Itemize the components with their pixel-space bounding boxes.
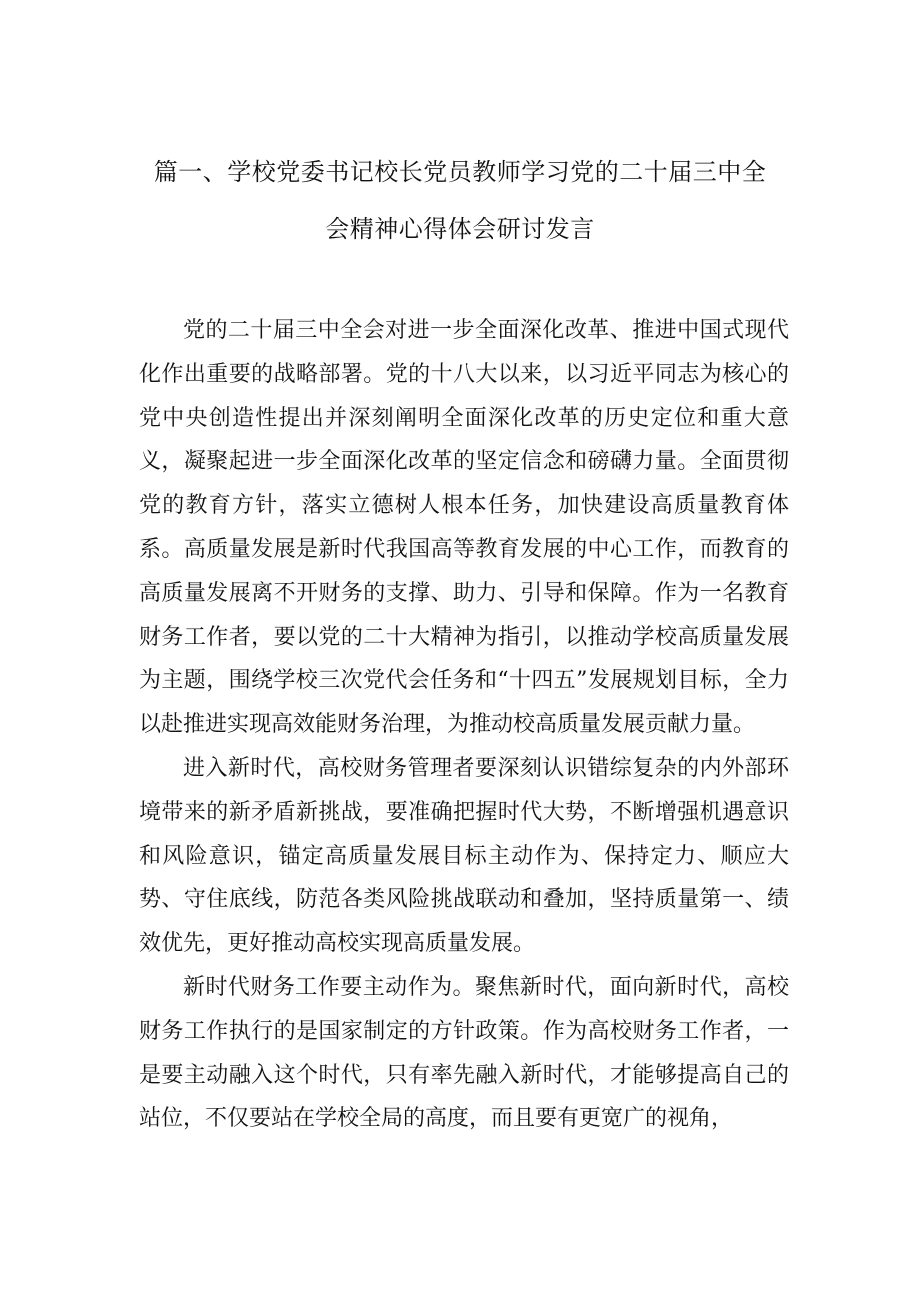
- document-title-line-1: 篇一、学校党委书记校长党员教师学习党的二十届三中全: [153, 158, 767, 186]
- paragraph-2: 进入新时代，高校财务管理者要深刻认识错综复杂的内外部环境带来的新矛盾新挑战，要准确把握时代大势，不断增强机遇意识和风险意识，锚定高质量发展目标主动作为、保持定力、顺应大势、守住底线，防范各类风险挑战联动和叠加，坚持质量第一、绩效优先，更好推动高校实现高质量发展。: [139, 755, 789, 957]
- paragraph-1: 党的二十届三中全会对进一步全面深化改革、推进中国式现代化作出重要的战略部署。党的十八大以来，以习近平同志为核心的党中央创造性提出并深刻阐明全面深化改革的历史定位和重大意义，凝聚起进一步全面深化改革的坚定信念和磅礴力量。全面贯彻党的教育方针，落实立德树人根本任务，加快建设高质量教育体系。高质量发展是新时代我国高等教育发展的中心工作，而教育的高质量发展离不开财务的支撑、助力、引导和保障。作为一名教育财务工作者，要以党的二十大精神为指引，以推动学校高质量发展为主题，围绕学校三次党代会任务和“十四五”发展规划目标，全力以赴推进实现高效能财务治理，为推动校高质量发展贡献力量。: [139, 318, 789, 738]
- paragraph-3: 新时代财务工作要主动作为。聚焦新时代，面向新时代，高校财务工作执行的是国家制定的方针政策。作为高校财务工作者，一是要主动融入这个时代，只有率先融入新时代，才能够提高自己的站位，不仅要站在学校全局的高度，而且要有更宽广的视角，: [139, 974, 789, 1132]
- document-body: [139, 309, 789, 1141]
- document-title-line-2: 会精神心得体会研讨发言: [325, 215, 595, 243]
